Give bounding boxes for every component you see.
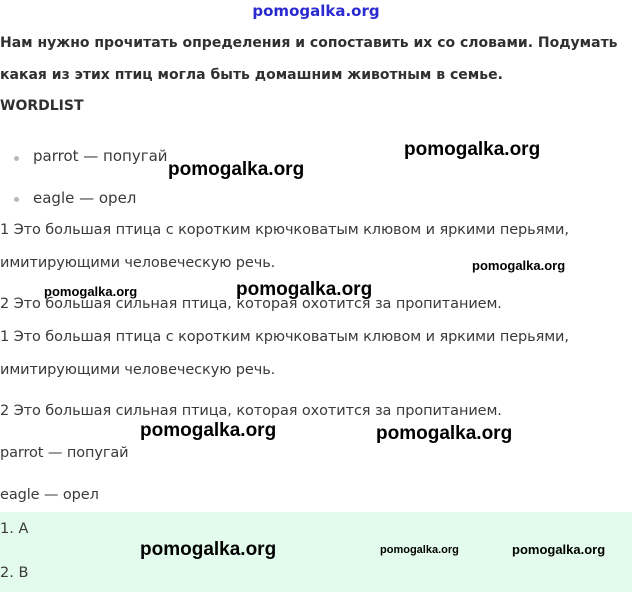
wordlist-item-eagle: eagle — орел — [33, 189, 137, 207]
wordlist-item-parrot: parrot — попугай — [33, 147, 168, 165]
watermark: pomogalka.org — [512, 542, 606, 557]
answer-2: 2. В — [0, 565, 29, 581]
watermark: pomogalka.org — [236, 279, 373, 300]
watermark: pomogalka.org — [168, 159, 305, 180]
definition-2-repeat: 2 Это большая сильная птица, которая охотится за пропитанием. — [0, 403, 502, 419]
watermark: pomogalka.org — [44, 284, 138, 299]
word-eagle: eagle — орел — [0, 487, 99, 503]
definition-1-line-2: имитирующими человеческую речь. — [0, 255, 276, 271]
watermark: pomogalka.org — [376, 423, 513, 444]
watermark: pomogalka.org — [380, 544, 459, 556]
bullet-dot-icon — [14, 197, 19, 202]
site-header-title[interactable]: pomogalka.org — [252, 2, 380, 20]
wordlist-heading: WORDLIST — [0, 98, 84, 114]
intro-line-1: Нам нужно прочитать определения и сопоставить их со словами. Подумать — [0, 35, 618, 51]
word-parrot: parrot — попугай — [0, 445, 129, 461]
answer-1: 1. А — [0, 521, 29, 537]
definition-1-line-1: 1 Это большая птица с коротким крючковатым клювом и яркими перьями, — [0, 222, 569, 238]
definition-2: 2 Это большая сильная птица, которая охотится за пропитанием. — [0, 296, 502, 312]
definition-1-line-2-repeat: имитирующими человеческую речь. — [0, 362, 276, 378]
definition-1-line-1-repeat: 1 Это большая птица с коротким крючковатым клювом и яркими перьями, — [0, 329, 569, 345]
watermark: pomogalka.org — [404, 139, 541, 160]
intro-line-2: какая из этих птиц могла быть домашним животным в семье. — [0, 67, 503, 83]
watermark: pomogalka.org — [140, 539, 277, 560]
watermark: pomogalka.org — [472, 258, 566, 273]
bullet-dot-icon — [14, 156, 19, 161]
watermark: pomogalka.org — [140, 420, 277, 441]
